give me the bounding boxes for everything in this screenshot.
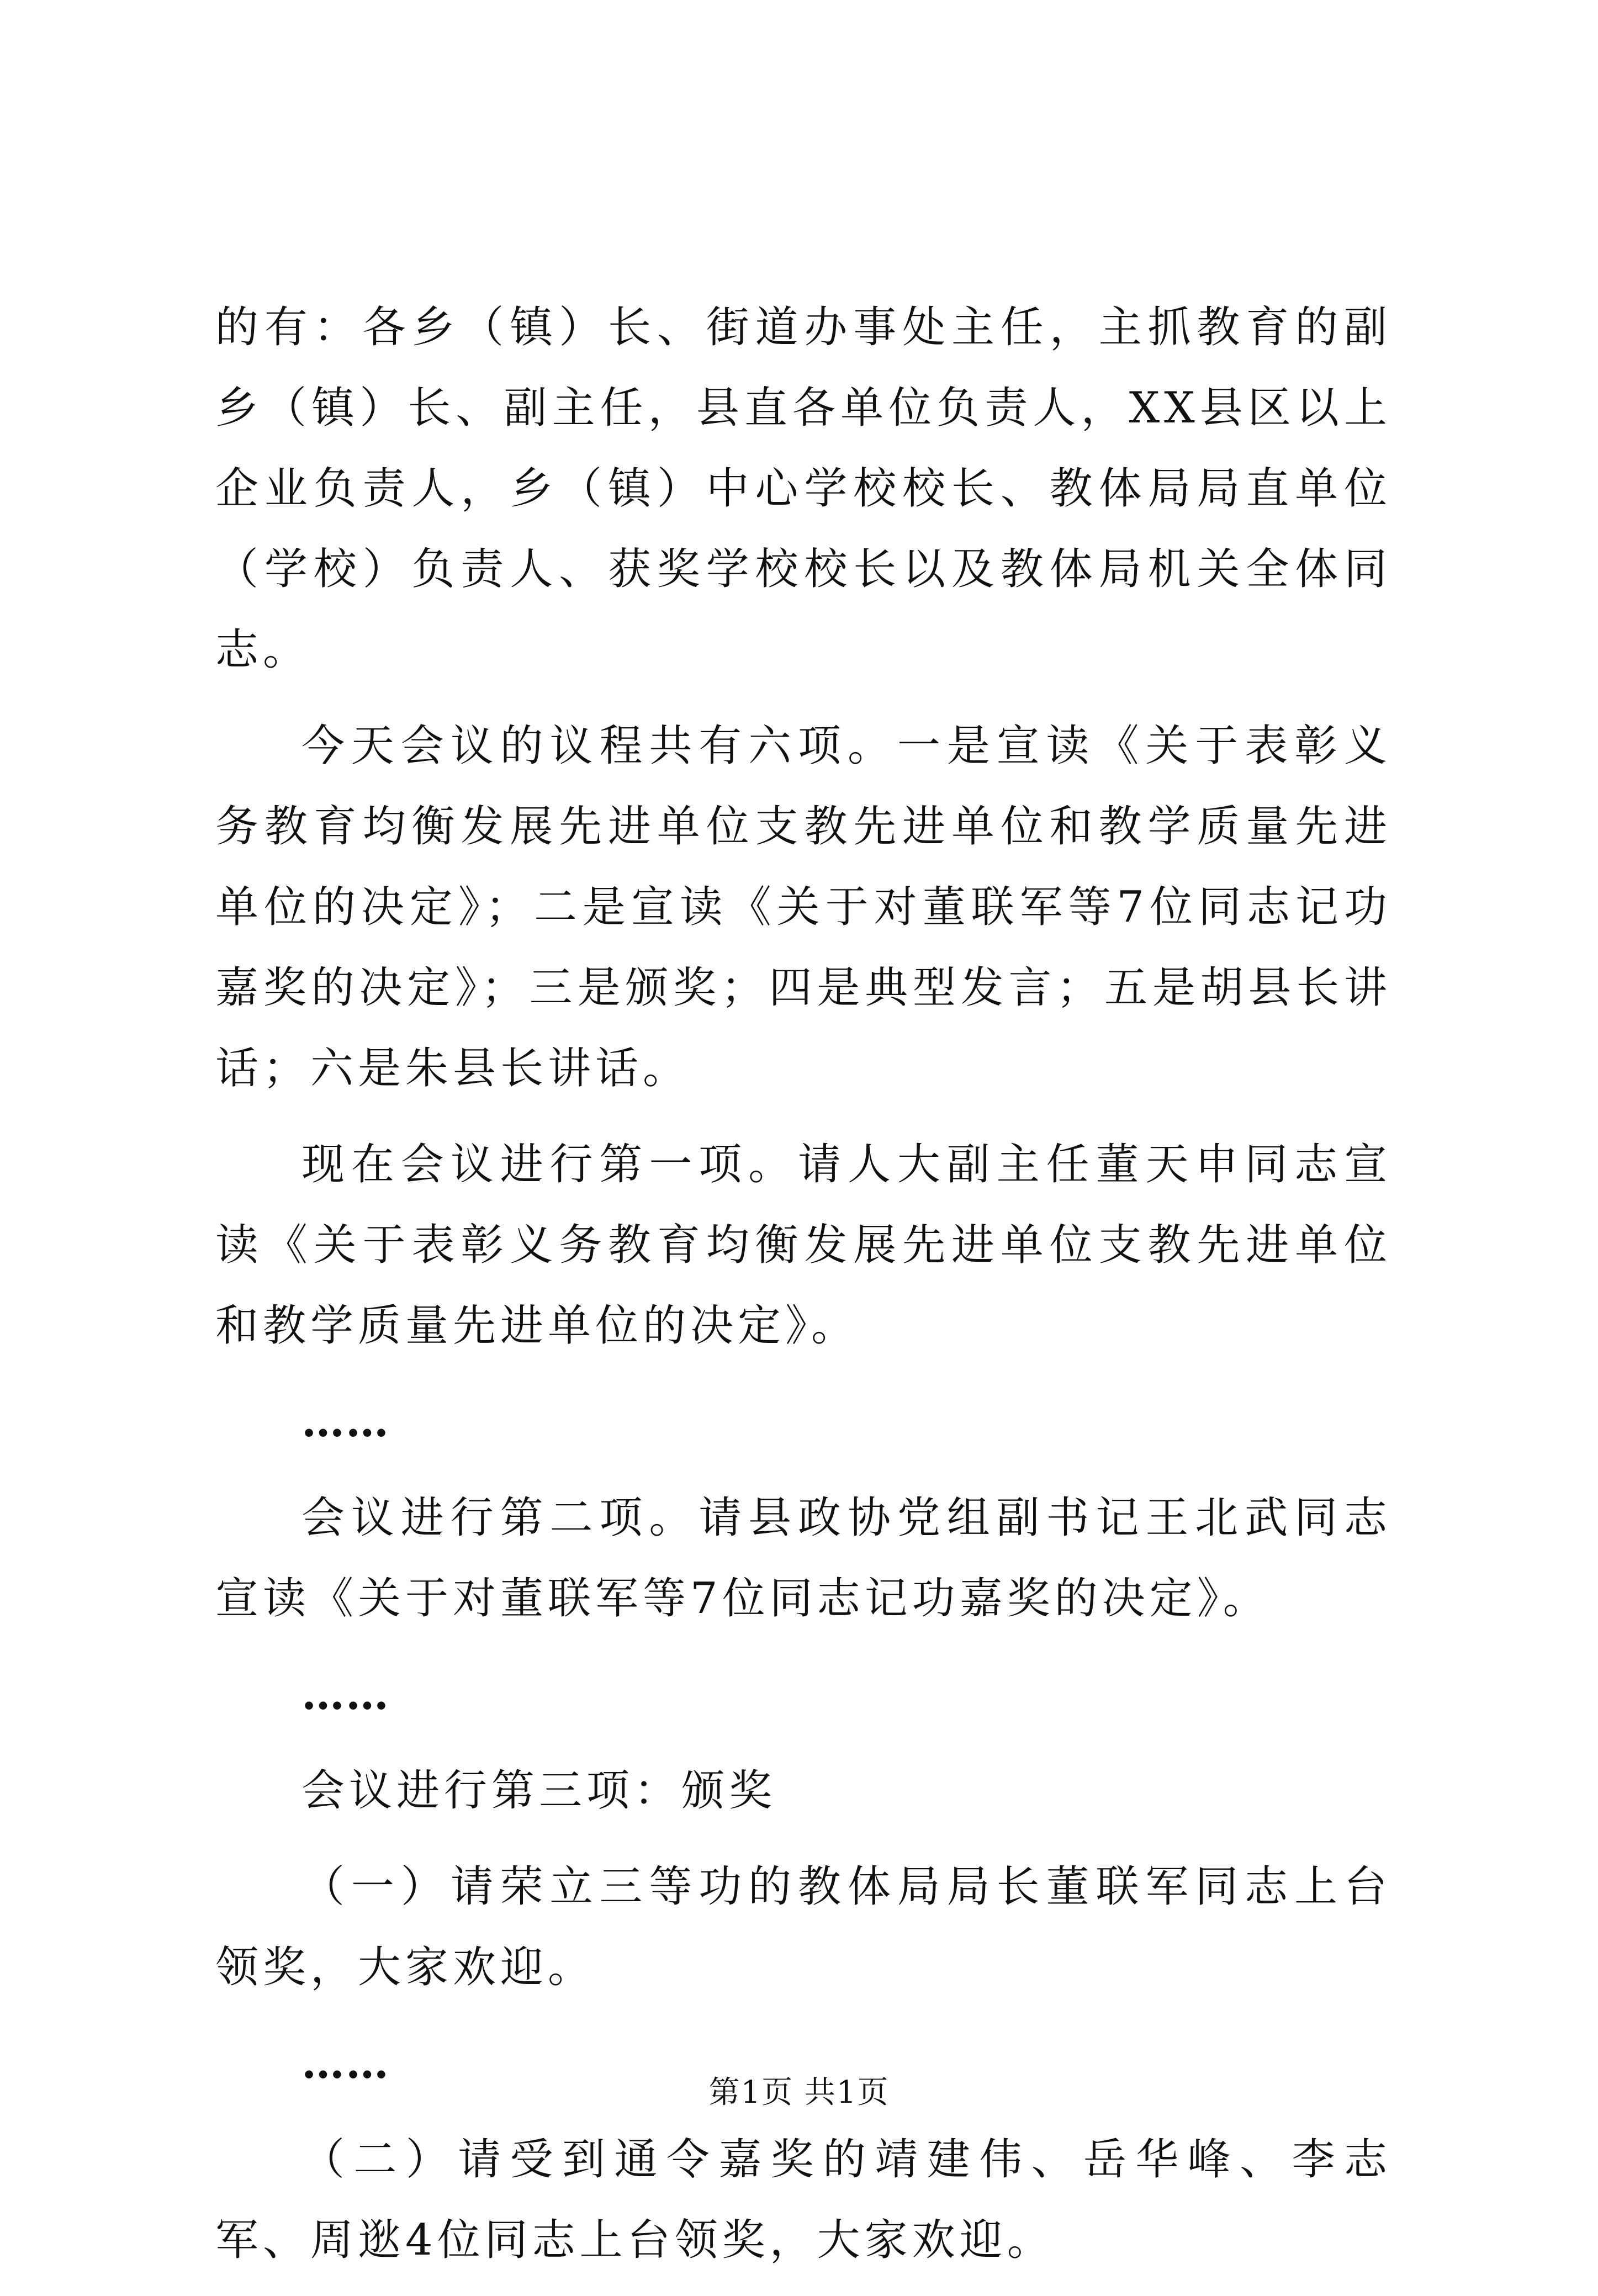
paragraph-item-one: 现在会议进行第一项。请人大副主任董天申同志宣读《关于表彰义务教育均衡发展先进单位支教先进单位和教学质量先进单位的决定》。 [215,1140,1391,1351]
ellipsis-3: …… [301,2038,390,2088]
paragraph-award-two: （二）请受到通令嘉奖的靖建伟、岳华峰、李志军、周逖4位同志上台领奖，大家欢迎。 [215,2135,1391,2265]
paragraph-item-three: 会议进行第三项：颁奖 [301,1766,777,1816]
paragraph-agenda: 今天会议的议程共有六项。一是宣读《关于表彰义务教育均衡发展先进单位支教先进单位和教学质量先进单位的决定》；二是宣读《关于对董联军等7位同志记功嘉奖的决定》；三是颁奖；四是典型发言；五是胡县长讲话；六是朱县长讲话。 [215,721,1391,1093]
page-footer: 第1页 共1页 [708,2075,890,2110]
document-body [215,287,1391,2296]
ellipsis-2: …… [301,1669,390,1720]
paragraph-award-one: （一）请荣立三等功的教体局局长董联军同志上台领奖，大家欢迎。 [215,1862,1391,1992]
ellipsis-1: …… [301,1396,390,1447]
paragraph-item-two: 会议进行第二项。请县政协党组副书记王北武同志宣读《关于对董联军等7位同志记功嘉奖的决定》。 [215,1493,1391,1623]
paragraph-attendees: 的有：各乡（镇）长、街道办事处主任，主抓教育的副乡（镇）长、副主任，县直各单位负责人，XX县区以上企业负责人，乡（镇）中心学校校长、教体局局直单位（学校）负责人、获奖学校校长以及教体局机关全体同志。 [215,303,1391,675]
